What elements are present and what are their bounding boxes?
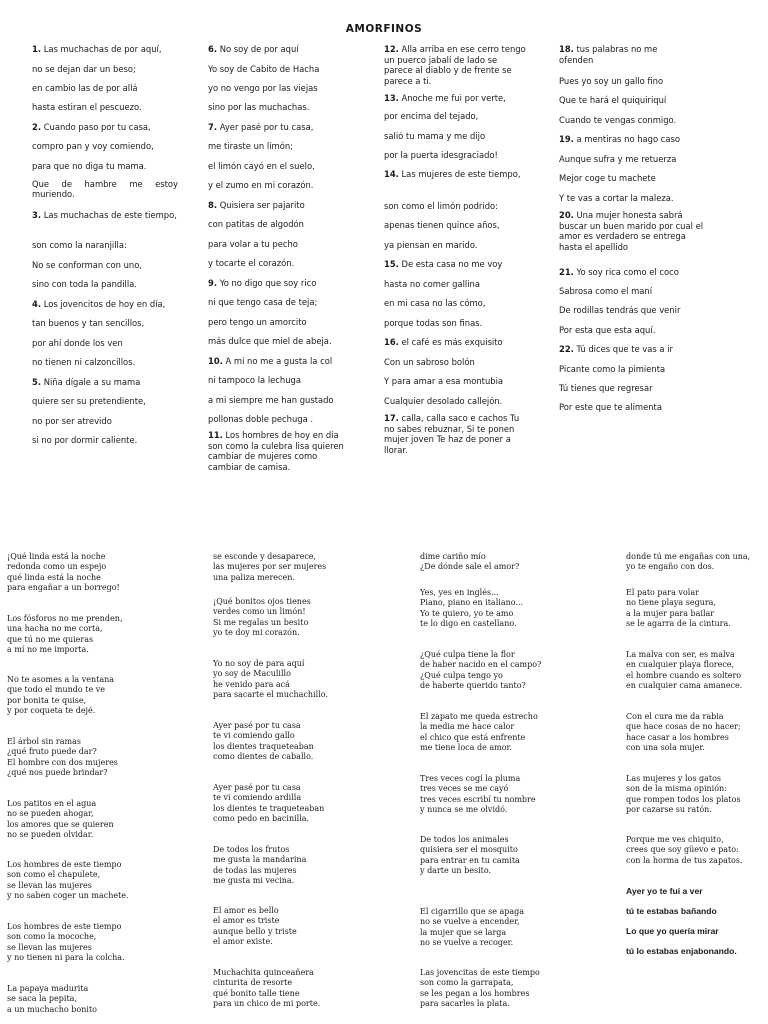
verse-line: 8. Quisiera ser pajarito — [208, 200, 305, 210]
verse-line: apenas tienen quince años, — [384, 220, 500, 230]
verse-stanza: Los hombres de este tiempo son como el chapulete, se llevan las mujeres y no saben coger un machete. — [7, 860, 129, 900]
verse-stanza: Porque me ves chiquito, crees que soy güevo e pato: con la horma de tus zapatos. — [626, 835, 743, 865]
verse-line: 1. Las muchachas de por aquí, — [32, 44, 162, 54]
verse-stanza: El amor es bello el amor es triste aunque bello y triste el amor existe. — [213, 906, 297, 946]
verse-line: tú lo estabas enjabonando. — [626, 946, 737, 956]
verse-stanza: 12. Alla arriba en ese cerro tengo un puerco jabalí de lado se parece al diablo y de frente se parece a ti. — [384, 44, 526, 86]
verse-line: Sabrosa como el maní — [559, 286, 653, 296]
verse-stanza: Yo no soy de para aquí yo soy de Maculillo he venido para acá para sacarte el muchachillo. — [213, 659, 328, 699]
verse-line: son como el limón podrido: — [384, 201, 498, 211]
verse-stanza: 17. calla, calla saco e cachos Tu no sabes rebuznar, Si te ponen mujer joven Te haz de poner a llorar. — [384, 413, 520, 455]
verse-line: y tocarte el corazón. — [208, 258, 295, 268]
verse-line: Que te hará el quiquiriquí — [559, 95, 667, 105]
verse-line: ya piensan en marido. — [384, 240, 478, 250]
verse-line: quiere ser su pretendiente, — [32, 396, 146, 406]
verse-line: en cambio las de por allá — [32, 83, 138, 93]
verse-stanza: El árbol sin ramas ¿qué fruto puede dar? El hombre con dos mujeres ¿qué nos puede brindar? — [7, 737, 118, 777]
verse-stanza: Los fósforos no me prenden, una hacha no me corta, que tú no me quieras a mí no me importa. — [7, 614, 123, 654]
verse-line: 4. Los jovencitos de hoy en día, — [32, 299, 166, 309]
verse-line: por ahí donde los ven — [32, 338, 123, 348]
verse-stanza: Las mujeres y los gatos son de la misma opinión: que rompen todos los platos por cazarse su ratón. — [626, 774, 741, 814]
verse-stanza: ¡Qué linda está la noche redonda como un espejo qué linda está la noche para engañar a un borrego! — [7, 552, 120, 592]
verse-line: sino por las muchachas. — [208, 102, 310, 112]
verse-line: Picante como la pimienta — [559, 364, 666, 374]
verse-line: Con un sabroso bolón — [384, 357, 475, 367]
verse-line: 14. Las mujeres de este tiempo, — [384, 169, 521, 179]
verse-line: me tiraste un limón; — [208, 141, 293, 151]
verse-line: a mi siempre me han gustado — [208, 395, 334, 405]
verse-line: Por este que te alimenta — [559, 402, 662, 412]
verse-line: Cualquier desolado callejón. — [384, 396, 503, 406]
verse-line: 21. Yo soy rica como el coco — [559, 267, 679, 277]
verse-stanza: De todos los animales quisiera ser el mosquito para entrar en tu camita y darte un besito. — [420, 835, 520, 875]
verse-line: salió tu mama y me dijo — [384, 131, 486, 141]
verse-line: Por esta que esta aquí. — [559, 325, 656, 335]
verse-stanza: 11. Los hombres de hoy en día son como la culebra lisa quieren cambiar de mujeres como cambiar de camisa. — [208, 430, 344, 472]
verse-stanza: El pato para volar no tiene playa segura, a la mujer para bailar se le agarra de la cintura. — [626, 588, 731, 628]
verse-stanza: ¿Qué culpa tiene la flor de haber nacido en el campo? ¿Qué culpa tengo yo de haberte querido tanto? — [420, 650, 542, 690]
verse-line: 7. Ayer pasé por tu casa, — [208, 122, 314, 132]
verse-line: Cuando te vengas conmigo. — [559, 115, 677, 125]
verse-line: en mi casa no las cómo, — [384, 298, 486, 308]
page-title: AMORFINOS — [345, 23, 423, 35]
verse-stanza: Ayer pasé por tu casa te vi comiendo ardilla los dientes te traqueteaban como pedo en bacinilla. — [213, 783, 325, 823]
verse-line: Mejor coge tu machete — [559, 173, 656, 183]
verse-line: Pues yo soy un gallo fino — [559, 76, 664, 86]
verse-line: si no por dormir caliente. — [32, 435, 138, 445]
verse-line: 3. Las muchachas de este tiempo, — [32, 210, 177, 220]
verse-line: pollonas doble pechuga . — [208, 414, 314, 424]
verse-line: porque todas son finas. — [384, 318, 483, 328]
verse-line: compro pan y voy comiendo, — [32, 141, 154, 151]
verse-line: 2. Cuando paso por tu casa, — [32, 122, 151, 132]
verse-stanza: Tres veces cogí la pluma tres veces se me cayó tres veces escribí tu nombre y nunca se me olvidó. — [420, 774, 536, 814]
verse-line: Que de hambre me estoy muriendo. — [32, 179, 178, 199]
verse-line: Y para amar a esa montubia — [384, 376, 504, 386]
verse-line: 19. a mentiras no hago caso — [559, 134, 681, 144]
verse-stanza: El zapato me queda estrecho la media me hace calor el chico que está enfrente me tiene loca de amor. — [420, 712, 538, 752]
verse-stanza: Muchachita quinceañera cinturita de resorte qué bonito talle tiene para un chico de mi porte. — [213, 968, 321, 1008]
verse-line: para que no diga tu mama. — [32, 161, 147, 171]
verse-line: 10. A mi no me a gusta la col — [208, 356, 333, 366]
verse-line: 15. De esta casa no me voy — [384, 259, 503, 269]
verse-stanza: Los patitos en el agua no se pueden ahogar, los amores que se quieren no se pueden olvidar. — [7, 799, 114, 839]
verse-line: yo no vengo por las viejas — [208, 83, 318, 93]
verse-line: no se dejan dar un beso; — [32, 64, 136, 74]
verse-stanza: Con el cura me da rabia que hace cosas de no hacer; hace casar a los hombres con una sola mujer. — [626, 712, 741, 752]
verse-line: 6. No soy de por aquí — [208, 44, 299, 54]
verse-stanza: No te asomes a la ventana que todo el mundo te ve por bonita te quise, y por coqueta te dejé. — [7, 675, 115, 715]
verse-line: para volar a tu pecho — [208, 239, 298, 249]
verse-line: con patitas de algodón — [208, 219, 304, 229]
verse-line: por la puerta idesgraciado! — [384, 150, 498, 160]
verse-line: el limón cayó en el suelo, — [208, 161, 315, 171]
verse-stanza: Ayer pasé por tu casa te vi comiendo gallo los dientes traqueteaban como dientes de caballo. — [213, 721, 314, 761]
verse-stanza: Las jovencitas de este tiempo son como la garrapata, se les pegan a los hombres para sacarles la plata. — [420, 968, 540, 1008]
verse-stanza: dime cariño mío ¿De dónde sale el amor? — [420, 552, 520, 572]
verse-line: más dulce que miel de abeja. — [208, 336, 332, 346]
verse-line: 16. el café es más exquisito — [384, 337, 503, 347]
verse-line: ni que tengo casa de teja; — [208, 297, 318, 307]
verse-line: 22. Tú dices que te vas a ir — [559, 344, 673, 354]
verse-line: Ayer yo te fui a ver — [626, 886, 703, 896]
verse-line: por encima del tejado, — [384, 111, 479, 121]
verse-line: No se conforman con uno, — [32, 260, 142, 270]
verse-line: 13. Anoche me fui por verte, — [384, 93, 506, 103]
verse-stanza: La malva con ser, es malva en cualquier playa florece, el hombre cuando es soltero en cualquier cama amanece. — [626, 650, 743, 690]
verse-line: Tú tienes que regresar — [559, 383, 653, 393]
verse-line: De rodillas tendrás que venir — [559, 305, 681, 315]
verse-line: hasta estiran el pescuezo. — [32, 102, 142, 112]
verse-line: no tienen ni calzoncillos. — [32, 357, 136, 367]
verse-line: sino con toda la pandilla. — [32, 279, 137, 289]
verse-line: Yo soy de Cabito de Hacha — [208, 64, 320, 74]
verse-line: Aunque sufra y me retuerza — [559, 154, 677, 164]
verse-stanza: se esconde y desaparece, las mujeres por ser mujeres una paliza merecen. — [213, 552, 327, 582]
verse-line: y el zumo en mi corazón. — [208, 180, 314, 190]
verse-line: tan buenos y tan sencillos, — [32, 318, 145, 328]
verse-line: 9. Yo no digo que soy rico — [208, 278, 317, 288]
verse-line: tú te estabas bañando — [626, 906, 717, 916]
verse-line: ni tampoco la lechuga — [208, 375, 301, 385]
verse-stanza: 18. tus palabras no me ofenden — [559, 44, 658, 65]
verse-stanza: donde tú me engañas con una, yo te engaño con dos. — [626, 552, 751, 572]
verse-stanza: Los hombres de este tiempo son como la mocoche, se llevan las mujeres y no tienen ni para la colcha. — [7, 922, 125, 962]
verse-stanza: La papaya madurita se saca la pepita, a un muchacho bonito — [7, 984, 97, 1014]
verse-line: son como la naranjilla: — [32, 240, 127, 250]
verse-stanza: El cigarrillo que se apaga no se vuelve a encender, la mujer que se larga no se vuelve a recoger. — [420, 907, 525, 947]
verse-line: 5. Niña dígale a su mama — [32, 377, 141, 387]
verse-stanza: De todos los frutos me gusta la mandarina de todas las mujeres me gusta mi vecina. — [213, 845, 307, 885]
verse-line: Y te vas a cortar la maleza. — [559, 193, 674, 203]
verse-line: no por ser atrevido — [32, 416, 112, 426]
verse-stanza: 20. Una mujer honesta sabrá buscar un buen marido por cual el amor es verdadero se entrega hasta el apellido — [559, 210, 704, 252]
verse-stanza: ¡Qué bonitos ojos tienes verdes como un limón! Si me regalas un besito yo te doy mi corazón. — [213, 597, 311, 637]
verse-line: Lo que yo quería mirar — [626, 926, 719, 936]
verse-stanza: Yes, yes en inglés... Piano, piano en italiano... Yo te quiero, yo te amo te lo digo en castellano. — [420, 588, 524, 628]
verse-line: pero tengo un amorcito — [208, 317, 307, 327]
verse-line: hasta no comer gallina — [384, 279, 480, 289]
